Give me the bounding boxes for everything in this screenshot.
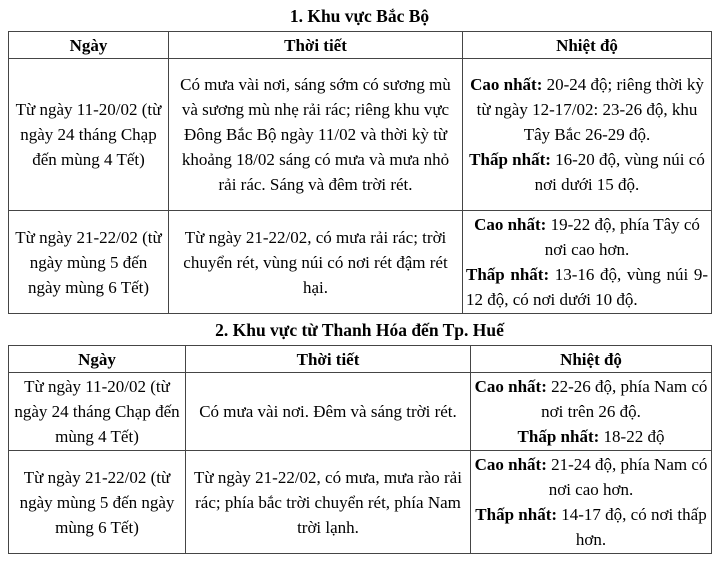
temp-low-label: Thấp nhất: <box>469 150 551 169</box>
table-row <box>9 59 712 211</box>
weather-cell: Có mưa vài nơi. Đêm và sáng trời rét. <box>186 373 471 451</box>
temp-low <box>474 502 708 552</box>
date-cell: Từ ngày 21-22/02 (từ ngày mùng 5 đến ngày mùng 6 Tết) <box>9 451 186 554</box>
temp-low-text: 14-17 độ, có nơi thấp hơn. <box>557 505 707 549</box>
table-row <box>9 451 712 554</box>
temp-high <box>466 212 708 262</box>
table-header-row <box>9 32 712 59</box>
forecast-table-bac-bo <box>8 31 712 314</box>
temp-high-text: 21-24 độ, phía Nam có nơi cao hơn. <box>546 455 708 499</box>
temp-low-label: Thấp nhất: <box>475 505 558 524</box>
column-header-weather: Thời tiết <box>186 346 471 373</box>
temp-high-text: 19-22 độ, phía Tây có nơi cao hơn. <box>544 215 700 259</box>
table-row <box>9 373 712 451</box>
temp-high <box>474 374 708 424</box>
temp-cell <box>471 373 712 451</box>
section-1-heading: 1. Khu vực Bắc Bộ <box>289 6 430 26</box>
table-header-row <box>9 346 712 373</box>
column-header-temp: Nhiệt độ <box>463 32 712 59</box>
temp-cell <box>471 451 712 554</box>
temp-cell <box>463 211 712 314</box>
temp-low-label: Thấp nhất: <box>517 427 600 446</box>
temp-low <box>466 262 708 312</box>
temp-low <box>466 147 708 197</box>
table-row <box>9 211 712 314</box>
weather-cell: Từ ngày 21-22/02, có mưa, mưa rào rải rác; phía bắc trời chuyển rét, phía Nam trời lạnh. <box>186 451 471 554</box>
temp-high-label: Cao nhất: <box>474 377 547 396</box>
forecast-table-thanh-hoa-hue <box>8 345 712 554</box>
column-header-date: Ngày <box>9 32 169 59</box>
column-header-temp: Nhiệt độ <box>471 346 712 373</box>
temp-high-text: 20-24 độ; riêng thời kỳ từ ngày 12-17/02: 23-26 độ, khu Tây Bắc 26-29 độ. <box>476 75 704 144</box>
column-header-date: Ngày <box>9 346 186 373</box>
temp-low <box>474 424 708 449</box>
date-cell: Từ ngày 21-22/02 (từ ngày mùng 5 đến ngày mùng 6 Tết) <box>9 211 169 314</box>
temp-low-text: 18-22 độ <box>599 427 665 446</box>
weather-cell: Có mưa vài nơi, sáng sớm có sương mù và sương mù nhẹ rải rác; riêng khu vực Đông Bắc Bộ ngày 11/02 và thời kỳ từ khoảng 18/02 sáng có mưa và mưa nhỏ rải rác. Sáng và đêm trời rét. <box>169 59 463 211</box>
column-header-weather: Thời tiết <box>169 32 463 59</box>
temp-high-text: 22-26 độ, phía Nam có nơi trên 26 độ. <box>541 377 708 421</box>
section-2-heading: 2. Khu vực từ Thanh Hóa đến Tp. Huế <box>215 320 504 340</box>
temp-high-label: Cao nhất: <box>474 455 547 474</box>
temp-high-label: Cao nhất: <box>470 75 543 94</box>
temp-low-label: Thấp nhất: <box>466 265 550 284</box>
weather-cell: Từ ngày 21-22/02, có mưa rải rác; trời chuyển rét, vùng núi có nơi rét đậm rét hại. <box>169 211 463 314</box>
temp-high <box>474 452 708 502</box>
date-cell: Từ ngày 11-20/02 (từ ngày 24 tháng Chạp đến mùng 4 Tết) <box>9 373 186 451</box>
date-cell: Từ ngày 11-20/02 (từ ngày 24 tháng Chạp đến mùng 4 Tết) <box>9 59 169 211</box>
temp-high <box>466 72 708 147</box>
temp-low-text: 16-20 độ, vùng núi có nơi dưới 15 độ. <box>534 150 705 194</box>
temp-cell <box>463 59 712 211</box>
temp-low-text: 13-16 độ, vùng núi 9-12 độ, có nơi dưới 10 độ. <box>466 265 709 309</box>
temp-high-label: Cao nhất: <box>474 215 547 234</box>
